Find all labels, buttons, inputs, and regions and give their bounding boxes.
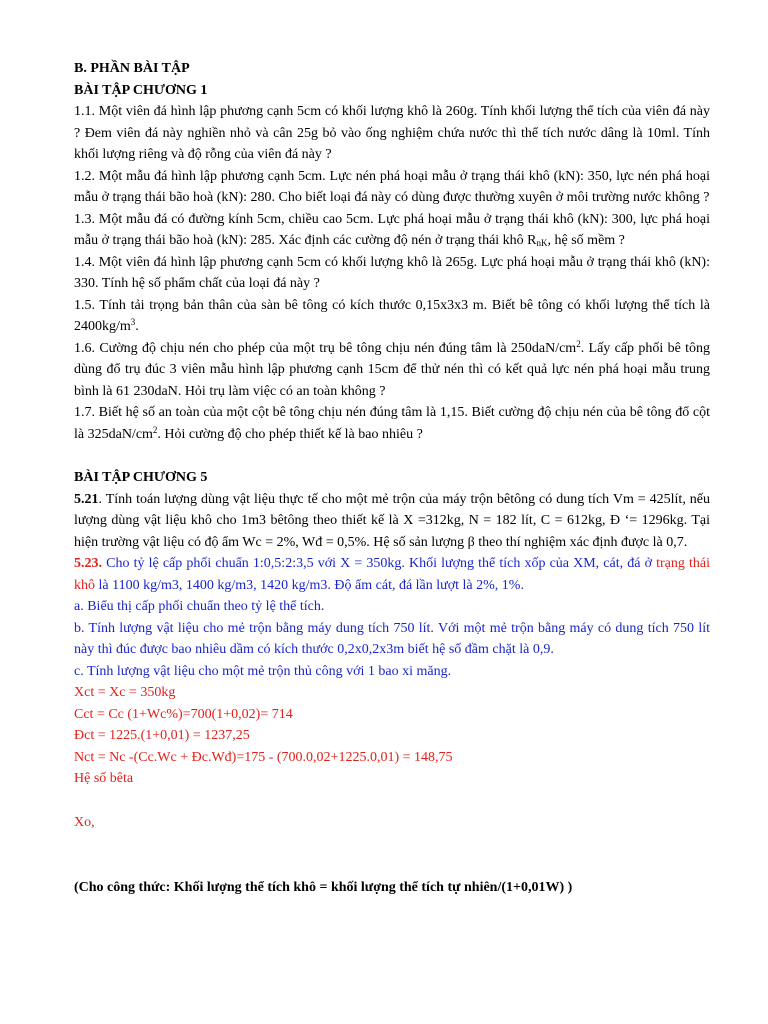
formula-note: (Cho công thức: Khối lượng thể tích khô = khối lượng thể tích tự nhiên/(1+0,01W) ) [74,880,573,895]
exercise-5-23-c: c. Tính lượng vật liệu cho một mẻ trộn thủ công với 1 bao xi măng. [74,663,452,679]
exercise-1-7: 1.7. Biết hệ số an toàn của một cột bê tông chịu nén đúng tâm là 1,15. Biết cường độ chịu nén của bê tông đổ cột là $325daN/cm^2$. Hỏi cường độ cho phép thiết kế là bao nhiêu ? [74,405,710,442]
exercise-1-2: 1.2. Một mẫu đá hình lập phương cạnh 5cm. Lực nén phá hoại mẫu ở trạng thái khô (kN): 350, lực nén phá hoại mẫu ở trạng thái bão hoà (kN): 280. Cho biết loại đá này có dùng được thường xuyên ở môi trường nước không ? [74,168,710,205]
exercise-1-4: 1.4. Một viên đá hình lập phương cạnh 5cm có khối lượng khô là 265g. Lực phá hoại mẫu ở trạng thái khô (kN): 330. Tính hệ số phẩm chất của loại đá này ? [74,254,710,291]
spacer [74,790,710,812]
solution-line-d: Đct = 1225.(1+0,01) = 1237,25 [74,728,250,743]
solution-line-x: Xct = Xc = 350kg [74,685,176,700]
exercise-5-23-b: b. Tính lượng vật liệu cho mẻ trộn bằng máy dung tích 750 lít. Với một mẻ trộn bằng máy có dung tích 750 lít này thì đúc được bao nhiêu dầm có kích thước 0,2x0,2x3m biết hệ số đầm chặt là 0,9. [74,620,710,657]
chapter-5-title: BÀI TẬP CHƯƠNG 5 [74,470,208,485]
exercise-5-23-a: a. Biểu thị cấp phối chuẩn theo tỷ lệ thể tích. [74,599,325,614]
exercise-1-5: 1.5. Tính tải trọng bản thân của sàn bê tông có kích thước 0,15x3x3 m. Biết bê tông có khối lượng thể tích là $2400kg/m^3$. [74,297,710,334]
exercise-1-3: 1.3. Một mẫu đá có đường kính 5cm, chiều cao 5cm. Lực phá hoại mẫu ở trạng thái khô (kN): 300, lực phá hoại mẫu ở trạng thái bão hoà (kN): 285. Xác định các cường độ nén ở trạng thái khô $R_{nK}$, hệ số mềm ? [74,211,710,248]
spacer [74,445,710,467]
solution-line-n: Nct = Nc -(Cc.Wc + Đc.Wđ)=175 - (700.0,02+1225.0,01) = 148,75 [74,749,453,765]
exercise-1-6: 1.6. Cường độ chịu nén cho phép của một trụ bê tông chịu nén đúng tâm là $250daN/cm^2$. Lấy cấp phối bê tông dùng đổ trụ đúc 3 viên mẫu hình lập phương cạnh 15cm để thử nén thì có kết quả lực nén phá hoại mẫu trung bình là 61 230daN. Hỏi trụ làm việc có an toàn không ? [74,338,710,399]
solution-line-c: Cct = Cc (1+Wc%)=700(1+0,02)= 714 [74,706,293,722]
exercise-1-1: 1.1. Một viên đá hình lập phương cạnh 5cm có khối lượng khô là 260g. Tính khối lượng thể tích của viên đá này ? Đem viên đá này nghiền nhỏ và cân 25g bỏ vào ống nghiệm chứa nước thì thể tích nước dâng là 10ml. Tính khối lượng riêng và độ rỗng của viên đá này ? [74,104,710,162]
exercise-5-21: 5.21. Tính toán lượng dùng vật liệu thực tế cho một mẻ trộn của máy trộn bêtông có dung tích Vm = 425lít, nếu lượng dùng vật liệu khô cho 1m3 bêtông theo thiết kế là X =312kg, N = 182 lít, C = 612kg, Đ ‘= 1296kg. Tại hiện trường vật liệu có độ ẩm Wc = 2%, Wđ = 0,5%. Hệ số sản lượng β theo thí nghiệm xác định được là 0,7. [74,491,710,550]
chapter-1-title: BÀI TẬP CHƯƠNG 1 [74,82,208,98]
exercise-5-23: 5.23. Cho tỷ lệ cấp phối chuẩn 1:0,5:2:3,5 với X = 350kg. Khối lượng thể tích xốp của XM, cát, đá ở trạng thái khô là 1100 kg/m3, 1400 kg/m3, 1420 kg/m3. Độ ẩm cát, đá lần lượt là 2%, 1%. [74,556,710,593]
spacer [74,833,710,877]
solution-line-xo: Xo, [74,814,95,830]
section-title: B. PHẦN BÀI TẬP [74,61,190,76]
solution-line-beta: Hệ số bêta [74,771,134,786]
